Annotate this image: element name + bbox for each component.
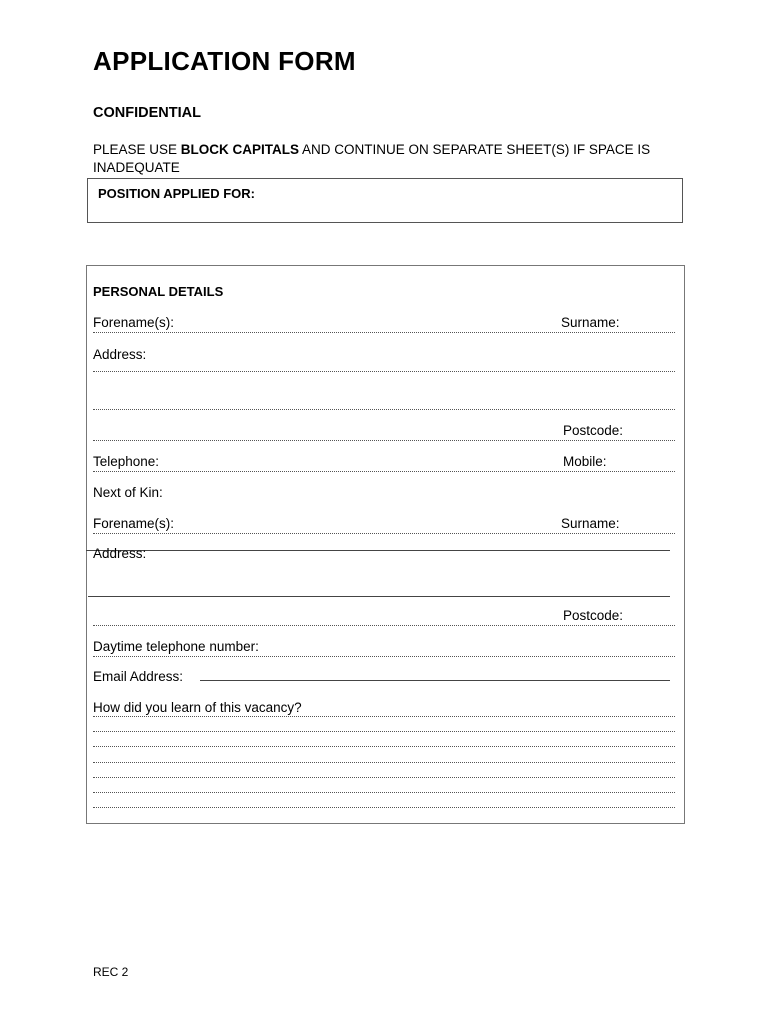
daytime-phone-field[interactable] (93, 656, 675, 657)
vacancy-line-3[interactable] (93, 746, 675, 747)
position-applied-label: POSITION APPLIED FOR: (98, 186, 255, 201)
kin-forename-surname-field[interactable] (93, 533, 675, 534)
vacancy-line-6[interactable] (93, 792, 675, 793)
kin-surname-label: Surname: (561, 516, 620, 531)
email-label: Email Address: (93, 669, 184, 684)
kin-address-line-2[interactable] (88, 596, 670, 597)
vacancy-line-2[interactable] (93, 731, 675, 732)
telephone-mobile-field[interactable] (93, 471, 675, 472)
personal-details-heading: PERSONAL DETAILS (93, 284, 224, 299)
postcode-field[interactable] (93, 440, 675, 441)
kin-postcode-label: Postcode: (563, 608, 624, 623)
vacancy-line-7[interactable] (93, 807, 675, 808)
address-line-2[interactable] (93, 409, 675, 410)
forename-label: Forename(s): (93, 315, 175, 330)
personal-details-box (86, 265, 685, 824)
telephone-label: Telephone: (93, 454, 160, 469)
instruction-prefix: PLEASE USE (93, 142, 181, 157)
footer-code: REC 2 (93, 965, 129, 979)
email-field[interactable] (200, 680, 670, 681)
instruction-bold: BLOCK CAPITALS (180, 142, 300, 157)
vacancy-line-4[interactable] (93, 762, 675, 763)
page-title: APPLICATION FORM (93, 46, 356, 76)
address-label: Address: (93, 347, 147, 362)
surname-label: Surname: (561, 315, 620, 330)
confidential-heading: CONFIDENTIAL (93, 105, 201, 121)
next-of-kin-label: Next of Kin: (93, 485, 163, 500)
address-line-1[interactable] (93, 371, 675, 372)
vacancy-label: How did you learn of this vacancy? (93, 700, 302, 715)
mobile-label: Mobile: (563, 454, 607, 469)
kin-address-label: Address: (93, 546, 147, 561)
instruction-suffix: AND CONTINUE ON SEPARATE SHEET(S) IF SPACE IS INADEQUATE (93, 142, 651, 175)
kin-postcode-field[interactable] (93, 625, 675, 626)
kin-address-line-1[interactable] (86, 550, 670, 551)
kin-forename-label: Forename(s): (93, 516, 175, 531)
forename-surname-field[interactable] (93, 332, 675, 333)
instructions (93, 141, 693, 177)
vacancy-line-5[interactable] (93, 777, 675, 778)
daytime-phone-label: Daytime telephone number: (93, 639, 259, 654)
postcode-label: Postcode: (563, 423, 624, 438)
vacancy-line-1[interactable] (93, 716, 675, 717)
